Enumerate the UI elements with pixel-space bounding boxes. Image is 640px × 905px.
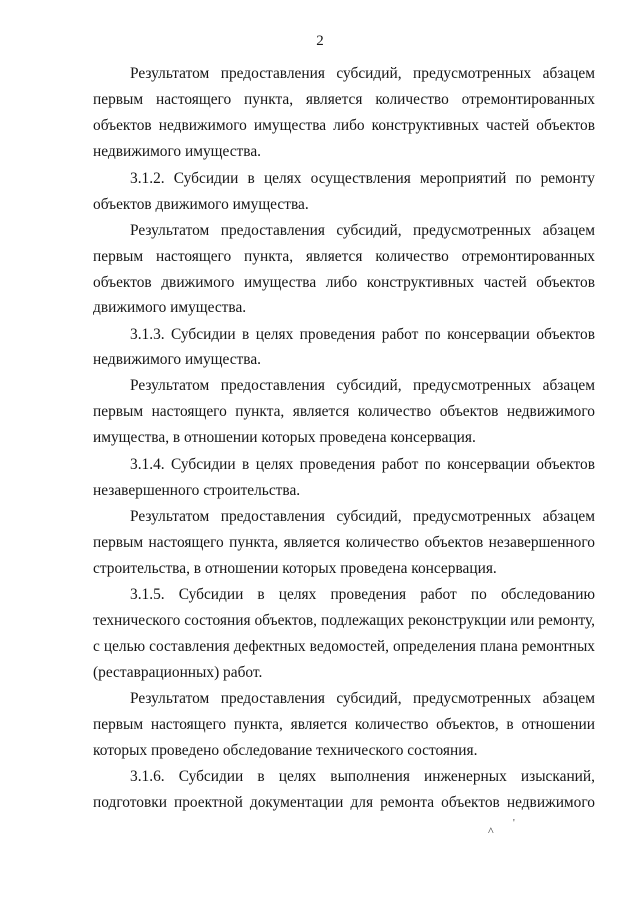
text-line: Результатом предоставления субсидий, предусмотренных абзацем xyxy=(130,508,595,525)
text-line: 3.1.2. Субсидии в целях осуществления мероприятий по ремонту xyxy=(130,170,595,187)
text-line: недвижимого имущества. xyxy=(93,351,262,368)
text-line: незавершенного строительства. xyxy=(93,482,301,499)
text-line: объектов недвижимого имущества либо конструктивных частей объектов xyxy=(93,117,595,134)
scan-mark: ^ xyxy=(488,824,494,838)
text-line: недвижимого имущества. xyxy=(93,143,262,160)
page-number: 2 xyxy=(316,33,324,49)
text-line: первым настоящего пункта, является количество отремонтированных xyxy=(93,248,595,265)
text-line: 3.1.4. Субсидии в целях проведения работ по консервации объектов xyxy=(130,456,595,473)
text-line: 3.1.5. Субсидии в целях проведения работ по обследованию xyxy=(130,586,595,603)
text-line: движимого имущества. xyxy=(93,299,247,316)
text-line: объектов движимого имущества. xyxy=(93,196,309,213)
text-line: объектов движимого имущества либо конструктивных частей объектов xyxy=(93,274,595,291)
text-line: имущества, в отношении которых проведена консервация. xyxy=(93,429,476,446)
text-line: первым настоящего пункта, является количество объектов незавершенного xyxy=(93,534,595,551)
text-line: Результатом предоставления субсидий, предусмотренных абзацем xyxy=(130,65,595,82)
text-line: с целью составления дефектных ведомостей, определения плана ремонтных xyxy=(93,638,595,655)
text-line: первым настоящего пункта, является количество объектов недвижимого xyxy=(93,403,595,420)
text-line: первым настоящего пункта, является количество объектов, в отношении xyxy=(93,716,595,733)
text-line: Результатом предоставления субсидий, предусмотренных абзацем xyxy=(130,222,595,239)
scan-mark: ' xyxy=(513,818,515,829)
text-line: которых проведено обследование технического состояния. xyxy=(93,742,478,759)
text-line: подготовки проектной документации для ремонта объектов недвижимого xyxy=(93,794,595,811)
text-line: Результатом предоставления субсидий, предусмотренных абзацем xyxy=(130,377,595,394)
text-line: 3.1.6. Субсидии в целях выполнения инженерных изысканий, xyxy=(130,768,595,785)
text-line: Результатом предоставления субсидий, предусмотренных абзацем xyxy=(130,690,595,707)
text-line: 3.1.3. Субсидии в целях проведения работ по консервации объектов xyxy=(130,326,595,343)
text-line: (реставрационных) работ. xyxy=(93,664,263,681)
text-line: технического состояния объектов, подлежащих реконструкции или ремонту, xyxy=(93,612,595,629)
text-line: первым настоящего пункта, является количество отремонтированных xyxy=(93,91,595,108)
text-line: строительства, в отношении которых проведена консервация. xyxy=(93,560,497,577)
